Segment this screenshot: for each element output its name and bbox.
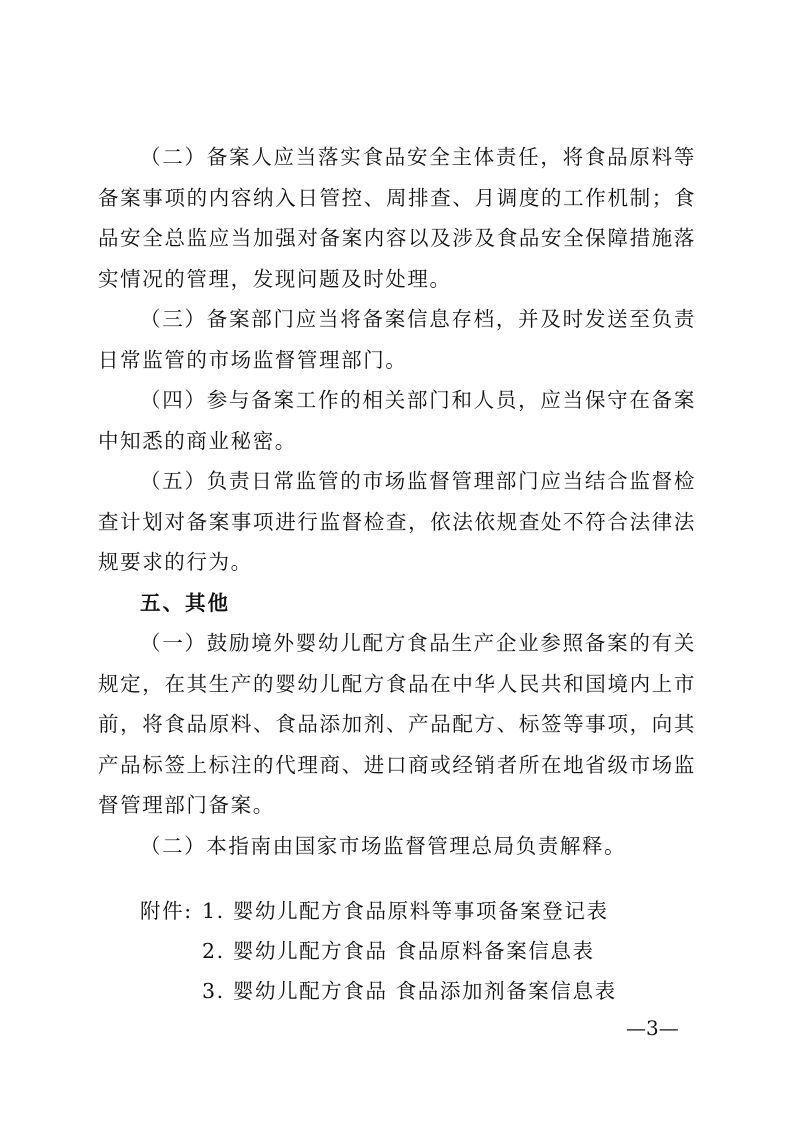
- attachment-row: [140, 891, 700, 931]
- section-heading-other: 五、其他: [140, 590, 230, 615]
- attachment-row: [140, 931, 700, 971]
- attachment-item: 3. 婴幼儿配方食品 食品添加剂备案信息表: [202, 979, 617, 1003]
- paragraph-2: （二）备案人应当落实食品安全主体责任，将食品原料等备案事项的内容纳入日管控、周排查、月调度的工作机制；食品安全总监应当加强对备案内容以及涉及食品安全保障措施落实情况的管理，发现问题及时处理。: [98, 145, 696, 291]
- paragraph-5: （五）负责日常监管的市场监督管理部门应当结合监督检查计划对备案事项进行监督检查，依法依规查处不符合法律法规要求的行为。: [98, 469, 696, 574]
- page-number: —3—: [626, 1016, 679, 1040]
- paragraph-4: （四）参与备案工作的相关部门和人员，应当保守在备案中知悉的商业秘密。: [98, 388, 696, 453]
- paragraph-3: （三）备案部门应当将备案信息存档，并及时发送至负责日常监管的市场监督管理部门。: [98, 307, 696, 372]
- paragraph-other-2: （二）本指南由国家市场监督管理总局负责解释。: [140, 833, 627, 858]
- attachment-item: 1. 婴幼儿配方食品原料等事项备案登记表: [202, 899, 609, 923]
- attachment-item: 2. 婴幼儿配方食品 食品原料备案信息表: [202, 939, 595, 963]
- attachment-row: [140, 971, 700, 1011]
- attachments-list: [140, 891, 700, 1011]
- body-text: [98, 137, 696, 866]
- paragraph-other-1: （一）鼓励境外婴幼儿配方食品生产企业参照备案的有关规定，在其生产的婴幼儿配方食品在中华人民共和国境内上市前，将食品原料、食品添加剂、产品配方、标签等事项，向其产品标签上标注的代理商、进口商或经销者所在地省级市场监督管理部门备案。: [98, 631, 696, 817]
- attachments-label: 附件:: [140, 899, 193, 923]
